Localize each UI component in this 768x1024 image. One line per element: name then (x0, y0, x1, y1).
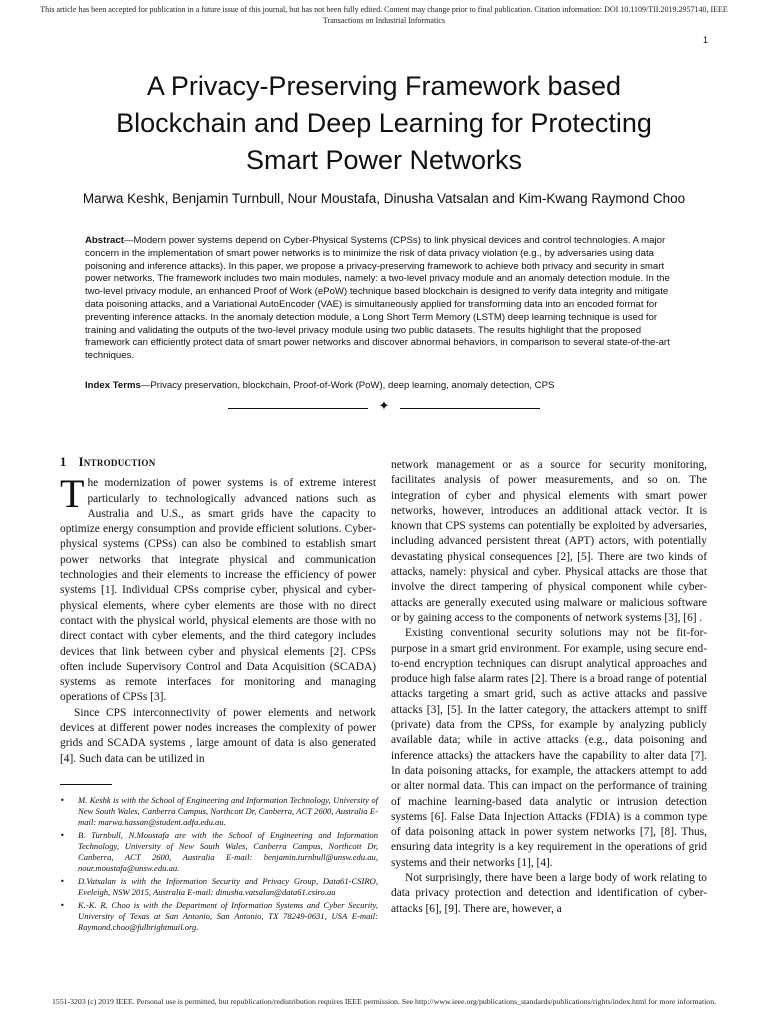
section-title: Introduction (78, 455, 156, 469)
index-terms (85, 380, 683, 393)
intro-paragraph-5: Not surprisingly, there have been a large body of work relating to data privacy protection and detection and identification of cyber-attacks [6], [9]. There are, however, a (391, 872, 707, 915)
section-number: 1 (60, 455, 67, 469)
footnote-rule (60, 784, 112, 785)
footnote-item (60, 830, 378, 874)
divider-star-icon: ✦ (378, 399, 390, 414)
right-column (391, 458, 707, 917)
footnote-text: B. Turnbull, N.Moustafa are with the School of Engineering and Information Technology, University of New South Wales, Canberra Campus, Northcott Dr, Canberra, ACT 2600, Australia E-mail: benjamin.turnbull@unsw.edu.au, nour.moustafa@unsw.edu.au. (78, 830, 378, 873)
footnote-item (60, 900, 378, 933)
paper-title (40, 68, 728, 179)
drop-cap: T (60, 471, 85, 517)
author-list: Marwa Keshk, Benjamin Turnbull, Nour Moustafa, Dinusha Vatsalan and Kim-Kwang Raymond Choo (82, 191, 686, 206)
divider-line-right (400, 408, 540, 409)
copyright-footer: 1551-3203 (c) 2019 IEEE. Personal use is permitted, but republication/redistribution requires IEEE permission. See http://www.ieee.org/publications_standards/publications/rights/index.html for more information. (51, 997, 717, 1006)
intro-paragraph-3: network management or as a source for security monitoring, facilitates analysis of power measurements, and so on. The integration of cyber and physical elements with smart power networks, however, introduces an additional attack vector. It is known that CPS systems can potentially be exploited by adversaries, including advanced persistent threat (APT) actors, with potentially devastating physical consequences [2], [5]. There are two kinds of attacks, namely: physical and cyber. Physical attacks are those that involve the direct tampering of physical component while cyber-attacks are generally executed using malware or malicious software or by gaining access to the components of network systems [3], [6] . (391, 459, 707, 624)
index-terms-label: Index Terms (85, 380, 141, 391)
footnote-item (60, 876, 378, 898)
bullet-icon: • (60, 877, 65, 886)
intro-paragraph-4: Existing conventional security solutions may not be fit-for-purpose in a smart grid environment. For example, using secure end-to-end encryption techniques can disrupt analytical approaches and produce high false alarm rates [2]. There is a broad range of potential attacks targeting a smart grid, such as active attacks and passive attacks [3], [5]. In the latter category, the attackers attempt to sniff (private) data from the CPSs, for example by analyzing publicly available data; while in active attacks (e.g., data poisoning and inference attacks) the attackers have the capability to alter data [7]. In data poisoning attacks, for example, the attackers attempt to add or alter normal data. This can impact on the performance of training of machine learning-based data analytic or intrusion detection systems [6]. False Data Injection Attacks (FDIA) is a common type of data poisoning attack in power system networks [7], [8]. Thus, ensuring data integrity is a key requirement in the operations of grid systems and their networks [1], [4]. (391, 627, 707, 869)
section-divider (228, 399, 540, 414)
footnote-text: D.Vatsalan is with the Information Security and Privacy Group, Data61-CSIRO, Eveleigh, NSW 2015, Australia E-mail: dinusha.vatsalan@data61.csiro.au (78, 876, 378, 897)
title-line2: Blockchain and Deep Learning for Protecting (116, 108, 652, 138)
index-terms-text: —Privacy preservation, blockchain, Proof-of-Work (PoW), deep learning, anomaly detection, CPS (140, 380, 555, 391)
left-column (60, 455, 376, 767)
intro-paragraph-1-text: he modernization of power systems is of extreme interest particularly to technologically advanced nations such as Australia and U.S., as smart grids have the capacity to optimize energy consumption and provide efficient solutions. Cyber-physical systems (CPSs) can also be combined to establish smart power networks that integrate physical and communication technologies and their elements to increase the efficiency of power systems [1]. Individual CPSs comprise cyber, physical and cyber-physical elements, where cyber elements are those with no direct contact with the physical world, physical elements are those with no direct contact with cyber elements, and the third category includes devices that link between cyber and physical elements [2]. CPSs often include Supervisory Control and Data Acquisition (SCADA) systems as remote interfaces for monitoring and managing operations of CPSs [3]. (60, 477, 376, 704)
footnote-text: K.-K. R. Choo is with the Department of Information Systems and Cyber Security, University of Texas at San Antonio, San Antonio, TX 78249-0631, USA E-mail: Raymond.choo@fulbrightmail.org. (78, 900, 378, 932)
abstract (85, 235, 683, 363)
section-heading (60, 455, 376, 470)
title-line3: Smart Power Networks (245, 145, 523, 175)
divider-line-left (228, 408, 368, 409)
footnote-text: M. Keshk is with the School of Engineering and Information Technology, University of New South Wales, Canberra Campus, Northcott Dr, Canberra, ACT 2600, Australia E-mail: marwa.hassan@student.adfa.edu.au. (78, 795, 378, 827)
header-note-line1: This article has been accepted for publication in a future issue of this journal, but has not been fully edited. Content may change prior to final publication. Citation information: DOI 10.1109/TII.2019.2957140, IEEE (40, 5, 728, 14)
intro-paragraph-1 (60, 471, 376, 705)
journal-header-note (20, 4, 748, 26)
bullet-icon: • (60, 901, 65, 910)
bullet-icon: • (60, 831, 65, 840)
intro-paragraph-2: Since CPS interconnectivity of power elements and network devices at different power nodes increases the complexity of power grids and SCADA systems , large amount of data is also generated [4]. Such data can be utilized in (60, 706, 376, 765)
title-line1: A Privacy-Preserving Framework based (146, 71, 622, 101)
bullet-icon: • (60, 796, 65, 805)
abstract-label: Abstract (85, 235, 124, 246)
page-number: 1 (702, 35, 708, 45)
header-note-line2: Transactions on Industrial Informatics (322, 16, 446, 25)
author-footnotes (60, 795, 378, 935)
abstract-text: —Modern power systems depend on Cyber-Physical Systems (CPSs) to link physical devices and control technologies. A major concern in the implementation of smart power networks is to minimize the risk of data privacy violation (e.g., by adversaries using data poisoning and inference attacks). In this paper, we propose a privacy-preserving framework to achieve both privacy and security in smart power networks. The framework includes two main modules, namely: a two-level privacy module and an anomaly detection module. In the two-level privacy module, an enhanced Proof of Work (ePoW) technique based blockchain is designed to verify data integrity and mitigate data poisoning attacks, and a Variational AutoEncoder (VAE) is simultaneously applied for transforming data into an encoded format for preventing inference attacks. In the anomaly detection module, a Long Short Term Memory (LSTM) deep learning technique is used for training and validating the outputs of the two-level privacy module using two public datasets. The results highlight that the proposed framework can efficiently protect data of smart power networks and discover abnormal behaviors, in comparison to several state-of-the-art techniques. (85, 235, 670, 362)
footnote-item (60, 795, 378, 828)
